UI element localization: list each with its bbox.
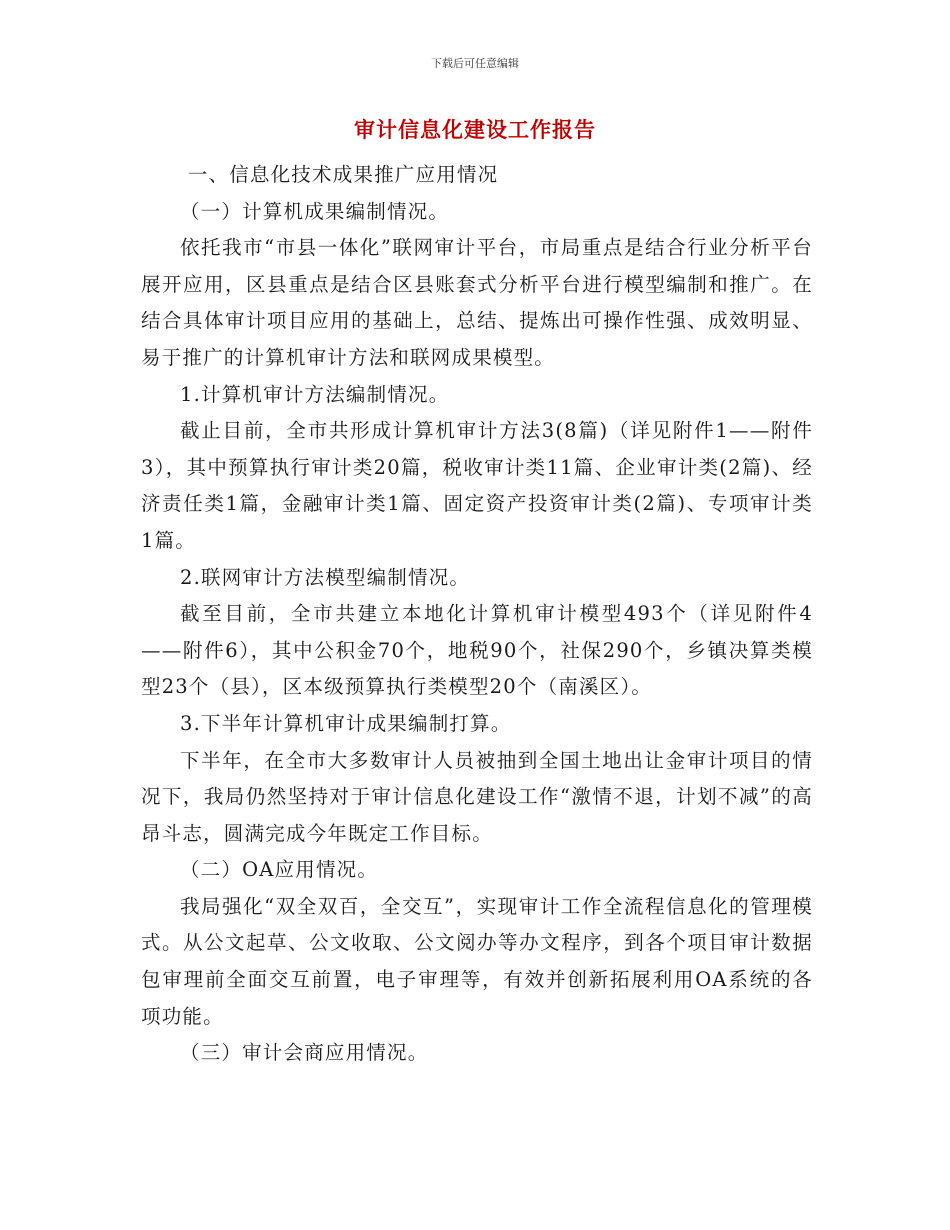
body-paragraph: 截止目前，全市共形成计算机审计方法3(8篇)（详见附件1——附件3），其中预算执行审计类20篇，税收审计类11篇、企业审计类(2篇)、经济责任类1篇，金融审计类1篇、固定资产投资审计类(2篇)、专项审计类1篇。 <box>141 419 813 552</box>
subsection-heading: （一）计算机成果编制情况。 <box>180 199 450 223</box>
subsection-heading: （二）OA应用情况。 <box>180 858 379 882</box>
header-note: 下载后可任意编辑 <box>431 57 519 70</box>
body-paragraph: 下半年，在全市大多数审计人员被抽到全国土地出让金审计项目的情况下，我局仍然坚持对于审计信息化建设工作“激情不退，计划不减”的高昂斗志，圆满完成今年既定工作目标。 <box>141 748 813 845</box>
body-paragraph: 我局强化“双全双百，全交互”，实现审计工作全流程信息化的管理模式。从公文起草、公文收取、公文阅办等办文程序，到各个项目审计数据包审理前全面交互前置，电子审理等，有效并创新拓展利用OA系统的各项功能。 <box>141 894 813 1028</box>
document-body <box>141 157 813 1072</box>
item-heading: 1.计算机审计方法编制情况。 <box>180 382 450 406</box>
item-heading: 2.联网审计方法模型编制情况。 <box>180 565 471 589</box>
document-title: 审计信息化建设工作报告 <box>354 117 596 142</box>
subsection-heading: （三）审计会商应用情况。 <box>180 1041 429 1065</box>
section-heading: 一、信息化技术成果推广应用情况 <box>187 163 499 186</box>
body-paragraph: 截至目前，全市共建立本地化计算机审计模型493个（详见附件4——附件6），其中公积金70个，地税90个，社保290个，乡镇决算类模型23个（县），区本级预算执行类模型20个（南溪区）。 <box>141 602 813 699</box>
item-heading: 3.下半年计算机审计成果编制打算。 <box>180 711 512 735</box>
body-paragraph: 依托我市“市县一体化”联网审计平台，市局重点是结合行业分析平台展开应用，区县重点是结合区县账套式分析平台进行模型编制和推广。在结合具体审计项目应用的基础上，总结、提炼出可操作性强、成效明显、易于推广的计算机审计方法和联网成果模型。 <box>141 236 813 369</box>
